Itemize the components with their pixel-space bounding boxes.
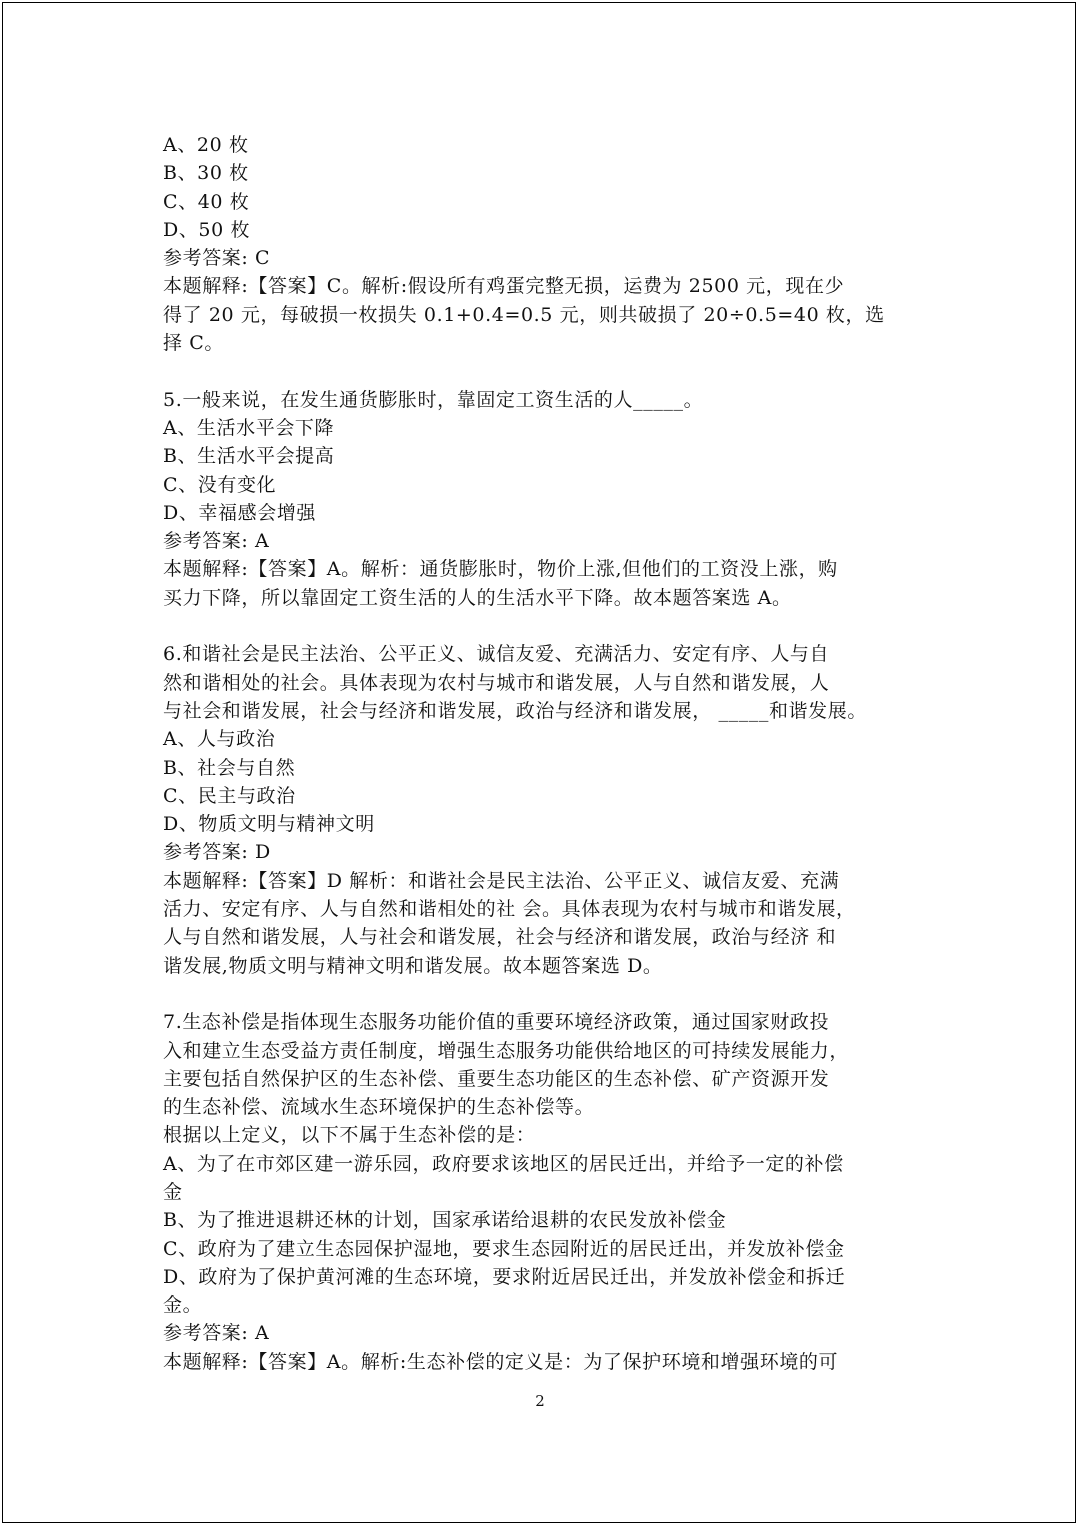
question-7-explanation (163, 1348, 923, 1376)
stem-line: 主要包括自然保护区的生态补偿、重要生态功能区的生态补偿、矿产资源开发 (163, 1067, 830, 1090)
question-7-answer: 参考答案: A (163, 1322, 270, 1345)
option-d: D、幸福感会增强 (163, 501, 317, 524)
question-7-options (163, 1150, 923, 1320)
explanation-line: 得了 20 元，每破损一枚损失 0.1+0.4=0.5 元，则共破损了 20÷0.5=40 枚，选 (163, 303, 885, 326)
option-a: A、20 枚 (163, 134, 249, 156)
stem-line: 入和建立生态受益方责任制度，增强生态服务功能供给地区的可持续发展能力， (163, 1039, 850, 1062)
option-d: D、50 枚 (163, 218, 251, 241)
explanation-line: 谐发展,物质文明与精神文明和谐发展。故本题答案选 D。 (163, 954, 663, 977)
question-6-explanation (163, 867, 923, 980)
question-6-stem (163, 640, 923, 725)
option-c: C、40 枚 (163, 190, 250, 213)
option-c: C、政府为了建立生态园保护湿地，要求生态园附近的居民迁出，并发放补偿金 (163, 1237, 845, 1260)
option-b: B、为了推进退耕还林的计划，国家承诺给退耕的农民发放补偿金 (163, 1209, 727, 1232)
document-body (163, 131, 923, 1376)
explanation-line: 本题解释:【答案】A。解析:生态补偿的定义是：为了保护环境和增强环境的可 (163, 1350, 839, 1373)
option-b: B、社会与自然 (163, 756, 296, 779)
spacer (163, 612, 923, 640)
option-d: D、政府为了保护黄河滩的生态环境，要求附近居民迁出，并发放补偿金和拆迁 (163, 1265, 846, 1288)
question-4-answer: 参考答案: C (163, 247, 271, 270)
explanation-line: 买力下降，所以靠固定工资生活的人的生活水平下降。故本题答案选 A。 (163, 586, 792, 609)
question-4-explanation (163, 272, 923, 357)
option-d: D、物质文明与精神文明 (163, 813, 375, 836)
explanation-line: 本题解释:【答案】C。解析:假设所有鸡蛋完整无损，运费为 2500 元，现在少 (163, 275, 845, 298)
option-b: B、30 枚 (163, 162, 249, 185)
stem-line: 7.生态补偿是指体现生态服务功能价值的重要环境经济政策，通过国家财政投 (163, 1011, 830, 1034)
stem-line: 与社会和谐发展，社会与经济和谐发展，政治与经济和谐发展， _____和谐发展。 (163, 699, 867, 722)
option-a-continued: 金 (163, 1180, 183, 1203)
explanation-line: 择 C。 (163, 332, 224, 355)
question-6-answer: 参考答案: D (163, 841, 271, 864)
question-7-stem (163, 1008, 923, 1149)
question-5-explanation (163, 555, 923, 612)
question-4-options (163, 131, 923, 244)
spacer (163, 357, 923, 385)
option-a: A、人与政治 (163, 728, 276, 751)
explanation-line: 人与自然和谐发展，人与社会和谐发展，社会与经济和谐发展，政治与经济 和 (163, 926, 837, 949)
option-c: C、民主与政治 (163, 784, 296, 807)
stem-line: 6.和谐社会是民主法治、公平正义、诚信友爱、充满活力、安定有序、人与自 (163, 643, 830, 666)
explanation-line: 活力、安定有序、人与自然和谐相处的社 会。具体表现为农村与城市和谐发展， (163, 898, 856, 921)
stem-line: 根据以上定义，以下不属于生态补偿的是： (163, 1124, 536, 1147)
stem-line: 然和谐相处的社会。具体表现为农村与城市和谐发展，人与自然和谐发展，人 (163, 671, 830, 694)
page-number: 2 (535, 1392, 545, 1410)
question-5-options (163, 414, 923, 527)
question-6-options (163, 725, 923, 838)
explanation-line: 本题解释:【答案】D 解析：和谐社会是民主法治、公平正义、诚信友爱、充满 (163, 869, 840, 892)
option-c: C、没有变化 (163, 473, 277, 496)
question-5-stem: 5.一般来说，在发生通货膨胀时，靠固定工资生活的人_____。 (163, 388, 704, 411)
spacer (163, 980, 923, 1008)
explanation-line: 本题解释:【答案】A。解析：通货膨胀时，物价上涨,但他们的工资没上涨，购 (163, 558, 838, 581)
question-5-answer: 参考答案: A (163, 530, 270, 553)
option-d-continued: 金。 (163, 1294, 203, 1317)
option-a: A、生活水平会下降 (163, 416, 335, 439)
option-a: A、为了在市郊区建一游乐园，政府要求该地区的居民迁出，并给予一定的补偿 (163, 1152, 844, 1175)
option-b: B、生活水平会提高 (163, 445, 335, 468)
stem-line: 的生态补偿、流域水生态环境保护的生态补偿等。 (163, 1096, 595, 1119)
